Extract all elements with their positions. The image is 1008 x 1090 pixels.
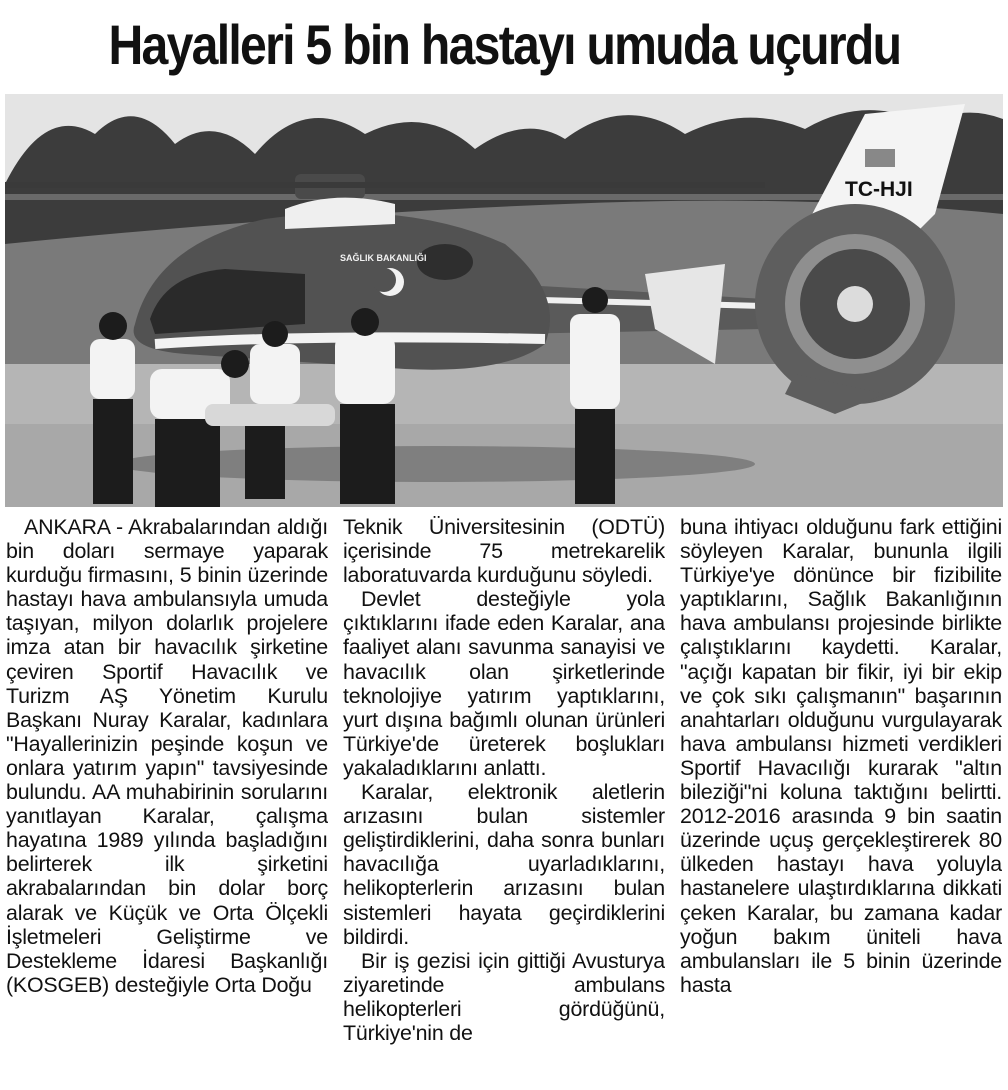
paragraph: Bir iş gezisi için gittiği Avusturya ziyaretinde ambulans helikopterleri gördüğünü, Türkiye'nin de <box>343 948 665 1045</box>
registration-mark: TC-HJI <box>845 178 913 201</box>
paragraph: ANKARA - Akrabalarından aldığı bin doları sermaye yaparak kurduğu firmasını, 5 binin üzerinde hastayı hava ambulansıyla umuda taşıyan, milyon dolarlık projelere imza atan bir havacılık şirketine çeviren Sportif Havacılık ve Turizm AŞ Yönetim Kurulu Başkanı Nuray Karalar, kadınlara "Hayallerinizin peşinde koşun ve onlara yatırım yapın" tavsiyesinde bulundu. AA muhabirinin sorularını yanıtlayan Karalar, çalışma hayatına 1989 yılında başladığını belirterek ilk şirketini akrabalarından bin dolar borç alarak ve Küçük ve Orta Ölçekli İşletmeleri Geliştirme ve Destekleme İdaresi Başkanlığı (KOSGEB) desteğiyle Orta Doğu <box>6 515 328 997</box>
article-body <box>6 515 1002 1087</box>
article-column-2 <box>343 515 665 1087</box>
side-marking: SAĞLIK BAKANLIĞI <box>340 253 427 263</box>
paragraph: Teknik Üniversitesinin (ODTÜ) içerisinde 75 metrekarelik laboratuvarda kurduğunu söyledi. <box>343 515 665 588</box>
headline-container <box>0 4 1008 84</box>
paragraph: Karalar, elektronik aletlerin arızasını bulan sistemler geliştirdiklerini, daha sonra bunları havacılığa uyarladıklarını, helikopterlerin arızasını bulan sistemleri hayata geçirdiklerini bildirdi. <box>343 780 665 949</box>
paragraph: buna ihtiyacı olduğunu fark ettiğini söyleyen Karalar, bununla ilgili Türkiye'ye dönünce bir fizibilite yaptıklarını, Sağlık Bakanlığının hava ambulansı projesinde birlikte çalıştıklarını kaydetti. Karalar, "açığı kapatan bir fikir, iyi bir ekip ve çok sıkı çalışmanın" başarının anahtarları olduğunu vurgulayarak hava ambulansı hizmeti verdikleri Sportif Havacılığı kurarak "altın bileziği"ni koluna taktığını belirtti. 2012-2016 arasında 9 bin saatin üzerinde uçuş gerçekleştirerek 80 ülkeden hastayı hava yoluyla hastanelere ulaştırdıklarına dikkati çeken Karalar, bu zamana kadar yoğun bakım üniteli hava ambulansları ile 5 binin üzerinde hasta <box>680 515 1002 997</box>
article-column-1 <box>6 515 328 1087</box>
headline: Hayalleri 5 bin hastayı umuda uçurdu <box>108 12 900 76</box>
helicopter-photo <box>5 94 1003 507</box>
photo-illustration <box>5 94 1003 507</box>
flag-icon <box>865 149 895 167</box>
article-column-3 <box>680 515 1002 1087</box>
paragraph: Devlet desteğiyle yola çıktıklarını ifade eden Karalar, ana faaliyet alanı savunma sanayisi ve havacılık olan şirketlerinde teknolojiye yatırım yaptıklarını, yurt dışına bağımlı olunan ürünleri Türkiye'de üreterek boşlukları yakaladıklarını anlattı. <box>343 587 665 780</box>
